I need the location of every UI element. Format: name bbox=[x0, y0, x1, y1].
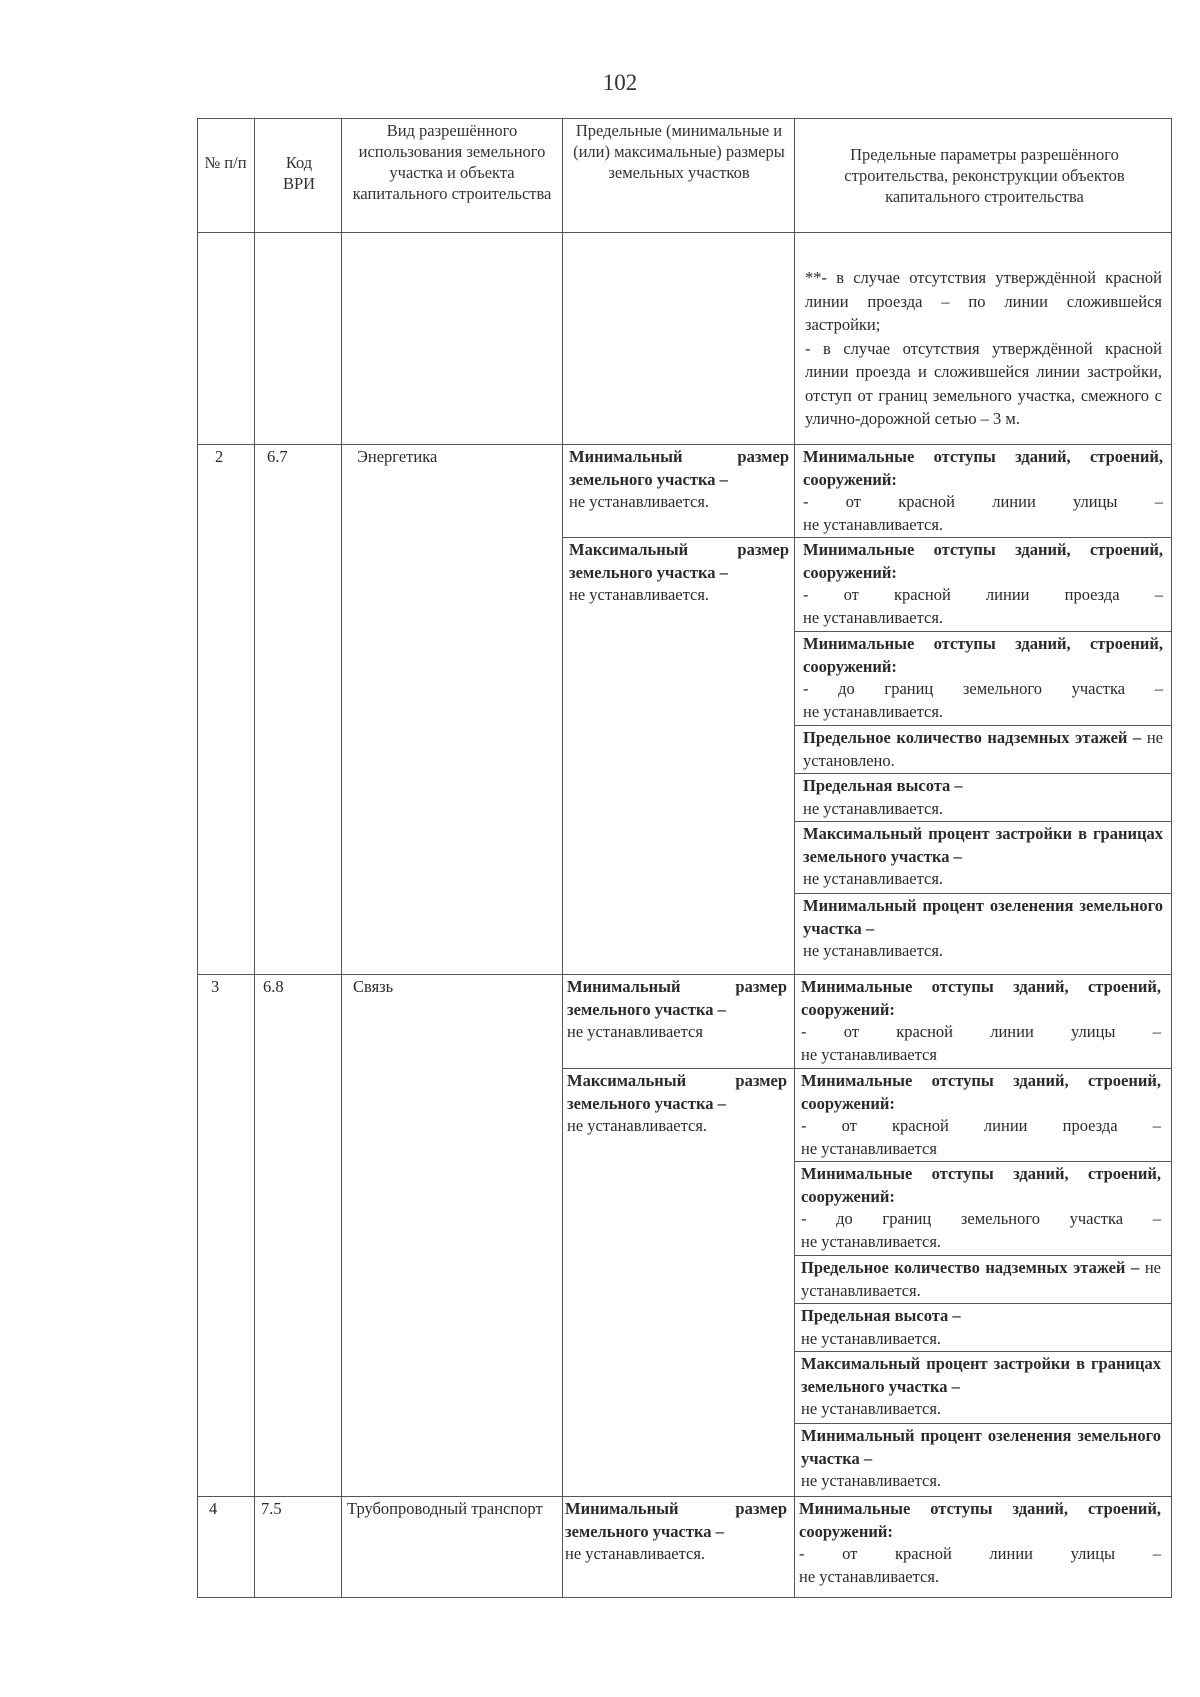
row-code: 6.7 bbox=[267, 447, 288, 466]
param-cell bbox=[801, 1305, 1161, 1350]
param-value: не устанавливается. bbox=[801, 1399, 942, 1418]
cell-divider bbox=[794, 1303, 1172, 1304]
param-title: Предельная высота – bbox=[801, 1306, 961, 1325]
param-cell bbox=[803, 727, 1163, 772]
param-cell bbox=[801, 1163, 1161, 1253]
param-text: - до границ земельного участка – bbox=[801, 1209, 1161, 1228]
cell-divider bbox=[794, 893, 1172, 894]
header-number: № п/п bbox=[204, 153, 247, 172]
param-cell bbox=[801, 1257, 1161, 1302]
param-title: Максимальный процент застройки в границах земельного участка – bbox=[801, 1354, 1161, 1396]
param-title: Минимальные отступы зданий, строений, сооружений: bbox=[803, 540, 1163, 582]
param-value: не устанавливается. bbox=[801, 1231, 942, 1251]
header-plot-sizes: Предельные (минимальные и (или) максимальные) размеры земельных участков bbox=[573, 121, 785, 182]
param-cell bbox=[801, 1425, 1161, 1493]
max-size-cell bbox=[569, 539, 789, 607]
row-code: 6.8 bbox=[263, 977, 284, 996]
param-text: - от красной линии улицы – bbox=[801, 1022, 1161, 1041]
param-cell bbox=[801, 1353, 1161, 1421]
note-paragraph: **- в случае отсутствия утверждённой красной линии проезда – по линии сложившейся застройки; bbox=[805, 268, 1162, 334]
param-cell bbox=[803, 539, 1163, 629]
param-title: Минимальный процент озеленения земельного участка – bbox=[801, 1426, 1161, 1468]
column-divider bbox=[254, 118, 255, 1598]
param-cell bbox=[799, 1498, 1161, 1588]
min-size-cell bbox=[567, 976, 787, 1044]
cell-divider bbox=[562, 537, 1172, 538]
min-size-value: не устанавливается. bbox=[565, 1544, 706, 1563]
param-title: Минимальные отступы зданий, строений, сооружений: bbox=[803, 634, 1163, 676]
continuation-note bbox=[805, 266, 1162, 431]
cell-divider bbox=[794, 631, 1172, 632]
param-cell bbox=[803, 823, 1163, 891]
param-cell bbox=[803, 633, 1163, 723]
column-divider bbox=[794, 118, 795, 1598]
param-title: Минимальные отступы зданий, строений, сооружений: bbox=[801, 1164, 1161, 1206]
min-size-value: не устанавливается bbox=[567, 1022, 703, 1041]
row-number: 3 bbox=[211, 977, 220, 996]
row-divider bbox=[197, 974, 1172, 975]
header-divider bbox=[197, 232, 1172, 233]
param-text: - от красной линии улицы – bbox=[799, 1544, 1161, 1563]
param-cell bbox=[803, 895, 1163, 963]
min-size-value: не устанавливается. bbox=[569, 492, 710, 511]
param-value: не установлено. bbox=[803, 728, 1163, 770]
param-value: не устанавливается. bbox=[801, 1471, 942, 1490]
param-text: - от красной линии улицы – bbox=[803, 492, 1163, 511]
param-value: не устанавливается bbox=[801, 1138, 937, 1158]
param-title: Предельная высота – bbox=[803, 776, 963, 795]
cell-divider bbox=[794, 1161, 1172, 1162]
param-text: - от красной линии проезда – bbox=[803, 585, 1163, 604]
param-text: - до границ земельного участка – bbox=[803, 679, 1163, 698]
param-title: Минимальный процент озеленения земельного участка – bbox=[803, 896, 1163, 938]
row-divider bbox=[197, 1496, 1172, 1497]
param-title: Минимальные отступы зданий, строений, сооружений: bbox=[801, 977, 1161, 1019]
min-size-title: Минимальный размер земельного участка – bbox=[567, 977, 787, 1019]
row-number: 4 bbox=[209, 1499, 218, 1518]
column-divider bbox=[341, 118, 342, 1598]
row-number: 2 bbox=[215, 447, 224, 466]
cell-divider bbox=[794, 773, 1172, 774]
max-size-title: Максимальный размер земельного участка – bbox=[567, 1071, 787, 1113]
param-cell bbox=[801, 976, 1161, 1066]
row-use-name: Трубопроводный транспорт bbox=[347, 1499, 543, 1518]
param-value: не устанавливается. bbox=[803, 607, 944, 627]
page-number: 102 bbox=[602, 70, 638, 95]
param-value: не устанавливается. bbox=[801, 1258, 1161, 1300]
cell-divider bbox=[794, 1255, 1172, 1256]
param-value: не устанавливается. bbox=[799, 1566, 940, 1586]
cell-divider bbox=[794, 1423, 1172, 1424]
param-title: Минимальные отступы зданий, строений, сооружений: bbox=[801, 1071, 1161, 1113]
max-size-value: не устанавливается. bbox=[569, 585, 710, 604]
cell-divider bbox=[794, 725, 1172, 726]
row-divider bbox=[197, 444, 1172, 445]
param-title: Максимальный процент застройки в границах земельного участка – bbox=[803, 824, 1163, 866]
note-paragraph: - в случае отсутствия утверждённой красной линии проезда и сложившейся линии застройки, отступ от границ земельного участка, смежного с улично-дорожной сетью – 3 м. bbox=[805, 338, 1162, 428]
cell-divider bbox=[562, 1068, 1172, 1069]
param-title: Минимальные отступы зданий, строений, сооружений: bbox=[803, 447, 1163, 489]
param-cell bbox=[803, 775, 1163, 820]
param-title: Предельное количество надземных этажей – bbox=[803, 728, 1142, 747]
max-size-value: не устанавливается. bbox=[567, 1116, 708, 1135]
header-use-type: Вид разрешённого использования земельного участка и объекта капитального строительства bbox=[352, 121, 552, 203]
param-text: - от красной линии проезда – bbox=[801, 1116, 1161, 1135]
min-size-cell bbox=[569, 446, 789, 514]
row-use-name: Связь bbox=[353, 977, 394, 996]
param-value: не устанавливается. bbox=[803, 514, 944, 534]
param-value: не устанавливается. bbox=[801, 1328, 942, 1348]
max-size-cell bbox=[567, 1070, 787, 1138]
param-value: не устанавливается. bbox=[803, 701, 944, 721]
param-value: не устанавливается. bbox=[803, 798, 944, 818]
param-cell bbox=[803, 446, 1163, 536]
min-size-title: Минимальный размер земельного участка – bbox=[569, 447, 789, 489]
min-size-title: Минимальный размер земельного участка – bbox=[565, 1499, 787, 1541]
param-value: не устанавливается bbox=[801, 1044, 937, 1064]
param-title: Минимальные отступы зданий, строений, сооружений: bbox=[799, 1499, 1161, 1541]
header-parameters: Предельные параметры разрешённого строительства, реконструкции объектов капитального строительства bbox=[844, 145, 1125, 206]
param-value: не устанавливается. bbox=[803, 941, 944, 960]
regulations-table bbox=[197, 118, 1172, 1598]
param-cell bbox=[801, 1070, 1161, 1160]
min-size-cell bbox=[565, 1498, 787, 1566]
row-code: 7.5 bbox=[261, 1499, 282, 1518]
header-code: Код ВРИ bbox=[282, 153, 316, 193]
max-size-title: Максимальный размер земельного участка – bbox=[569, 540, 789, 582]
param-title: Предельное количество надземных этажей – bbox=[801, 1258, 1140, 1277]
cell-divider bbox=[794, 821, 1172, 822]
param-value: не устанавливается. bbox=[803, 869, 944, 888]
column-divider bbox=[562, 118, 563, 1598]
row-use-name: Энергетика bbox=[357, 447, 438, 466]
cell-divider bbox=[794, 1351, 1172, 1352]
